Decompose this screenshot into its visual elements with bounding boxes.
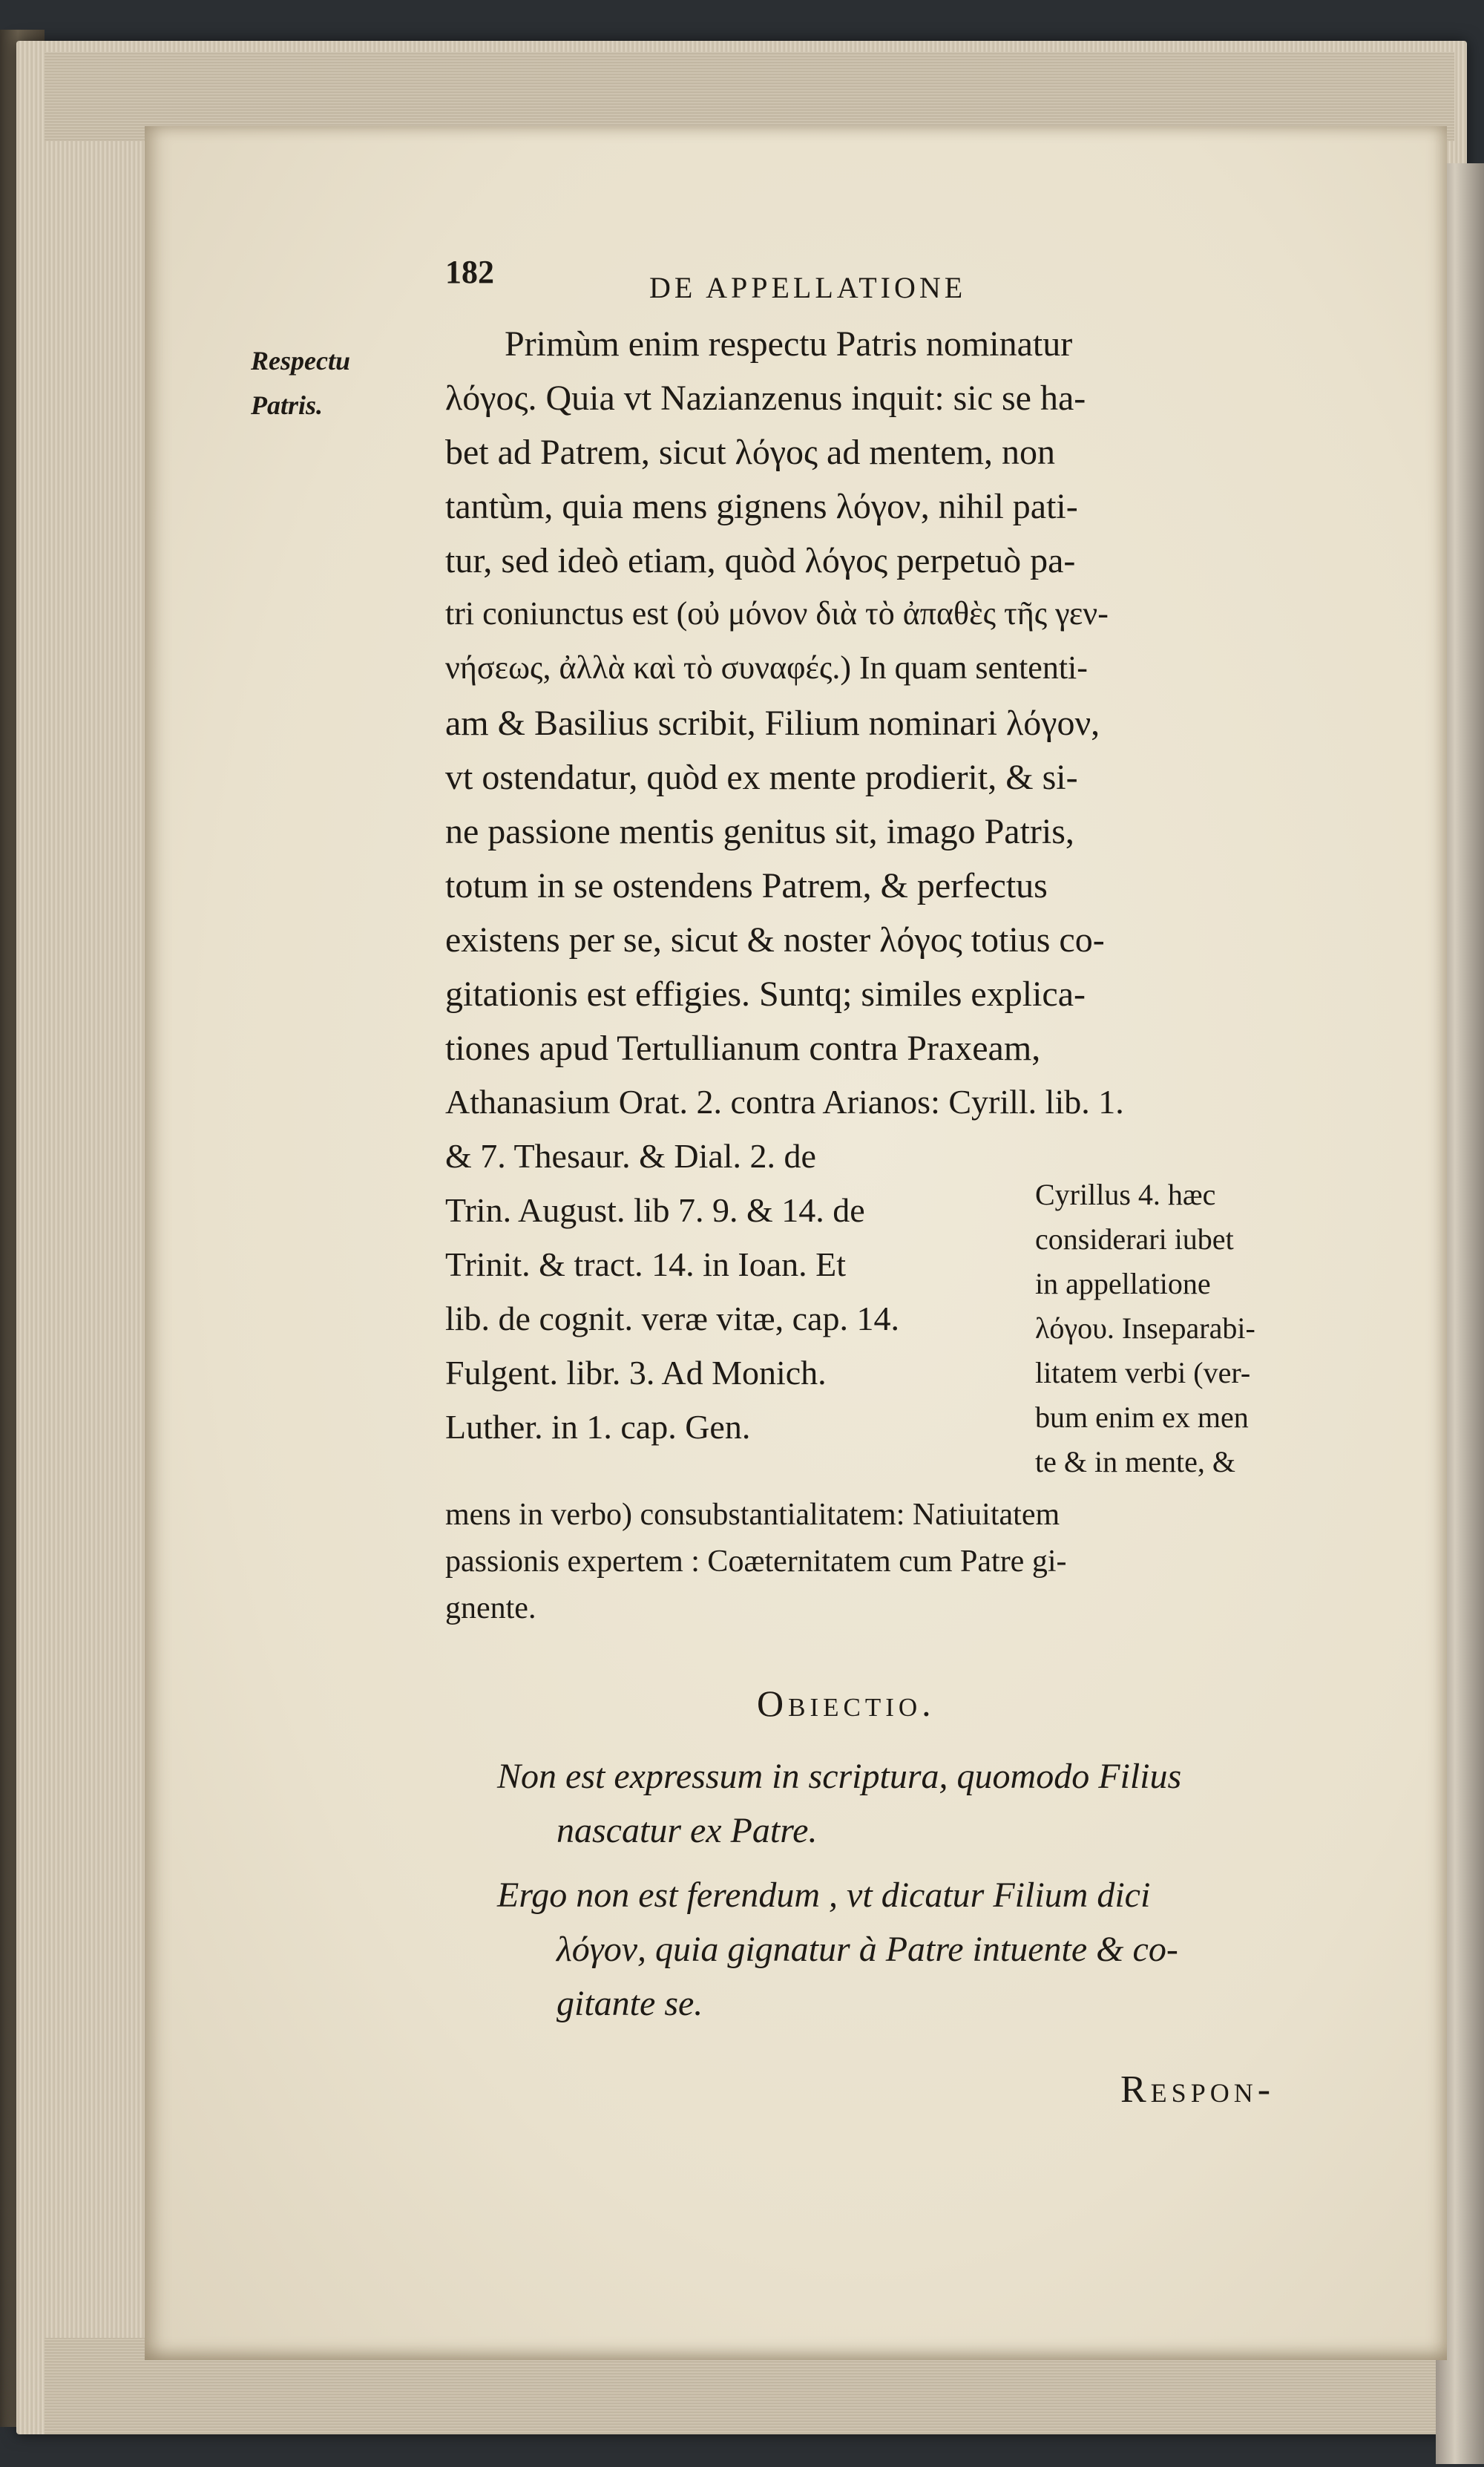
body-line: totum in se ostendens Patrem, & perfectus <box>445 866 1048 905</box>
side-note-line: litatem verbi (ver- <box>1035 1356 1251 1389</box>
side-note-line: bum enim ex men <box>1035 1400 1249 1434</box>
page-number: 182 <box>445 254 494 290</box>
side-note-line: Cyrillus 4. hæc <box>1035 1178 1216 1211</box>
body-line: tantùm, quia mens gignens λόγον, nihil pati- <box>445 487 1078 526</box>
body-line: gnente. <box>445 1591 536 1625</box>
body-line: passionis expertem : Coæternitatem cum Patre gi- <box>445 1544 1067 1579</box>
margin-note-line: Respectu <box>251 346 350 376</box>
objection-line: λόγον, quia gignatur à Patre intuente & co- <box>556 1930 1178 1969</box>
body-line: λόγος. Quia vt Nazianzenus inquit: sic se ha- <box>445 379 1086 418</box>
body-line: tri coniunctus est (οὐ μόνον διὰ τὸ ἀπαθὲς τῆς γεν- <box>445 595 1109 632</box>
side-note-line: te & in mente, & <box>1035 1445 1235 1478</box>
side-note-line: in appellatione <box>1035 1267 1211 1300</box>
body-line: existens per se, sicut & noster λόγος totius co- <box>445 920 1105 960</box>
side-note-line: λόγου. Inseparabi- <box>1035 1311 1255 1345</box>
body-line: vt ostendatur, quòd ex mente prodierit, & si- <box>445 758 1078 797</box>
body-line: ne passione mentis genitus sit, imago Patris, <box>445 812 1074 851</box>
body-line: tiones apud Tertullianum contra Praxeam, <box>445 1029 1041 1068</box>
body-line: Luther. in 1. cap. Gen. <box>445 1408 751 1446</box>
body-line: & 7. Thesaur. & Dial. 2. de <box>445 1137 816 1175</box>
objection-line: Non est expressum in scriptura, quomodo Filius <box>497 1757 1182 1796</box>
objection-line: Ergo non est ferendum , vt dicatur Filium dici <box>497 1875 1151 1915</box>
side-note-line: considerari iubet <box>1035 1222 1234 1256</box>
body-line: Trinit. & tract. 14. in Ioan. Et <box>445 1245 847 1283</box>
body-line: tur, sed ideò etiam, quòd λόγος perpetuò pa- <box>445 541 1076 580</box>
body-line: Primùm enim respectu Patris nominatur <box>505 324 1073 364</box>
running-head: DE APPELLATIONE <box>649 271 967 304</box>
objection-line: nascatur ex Patre. <box>556 1811 818 1850</box>
body-line: lib. de cognit. veræ vitæ, cap. 14. <box>445 1300 899 1337</box>
catchword: Respon- <box>1120 2068 1275 2111</box>
body-line: gitationis est effigies. Suntq; similes explica- <box>445 974 1086 1014</box>
body-line: bet ad Patrem, sicut λόγος ad mentem, non <box>445 433 1055 472</box>
body-line: Fulgent. libr. 3. Ad Monich. <box>445 1354 827 1392</box>
objection-line: gitante se. <box>556 1984 703 2023</box>
margin-note-line: Patris. <box>251 390 324 420</box>
body-line: am & Basilius scribit, Filium nominari λόγον, <box>445 704 1100 743</box>
body-line: mens in verbo) consubstantialitatem: Natiuitatem <box>445 1498 1060 1532</box>
body-line: Athanasium Orat. 2. contra Arianos: Cyrill. lib. 1. <box>445 1083 1124 1121</box>
body-line: νήσεως, ἀλλὰ καὶ τὸ συναφές.) In quam sententi- <box>445 649 1088 686</box>
body-line: Trin. August. lib 7. 9. & 14. de <box>445 1191 865 1229</box>
section-heading: Obiectio. <box>757 1683 936 1724</box>
